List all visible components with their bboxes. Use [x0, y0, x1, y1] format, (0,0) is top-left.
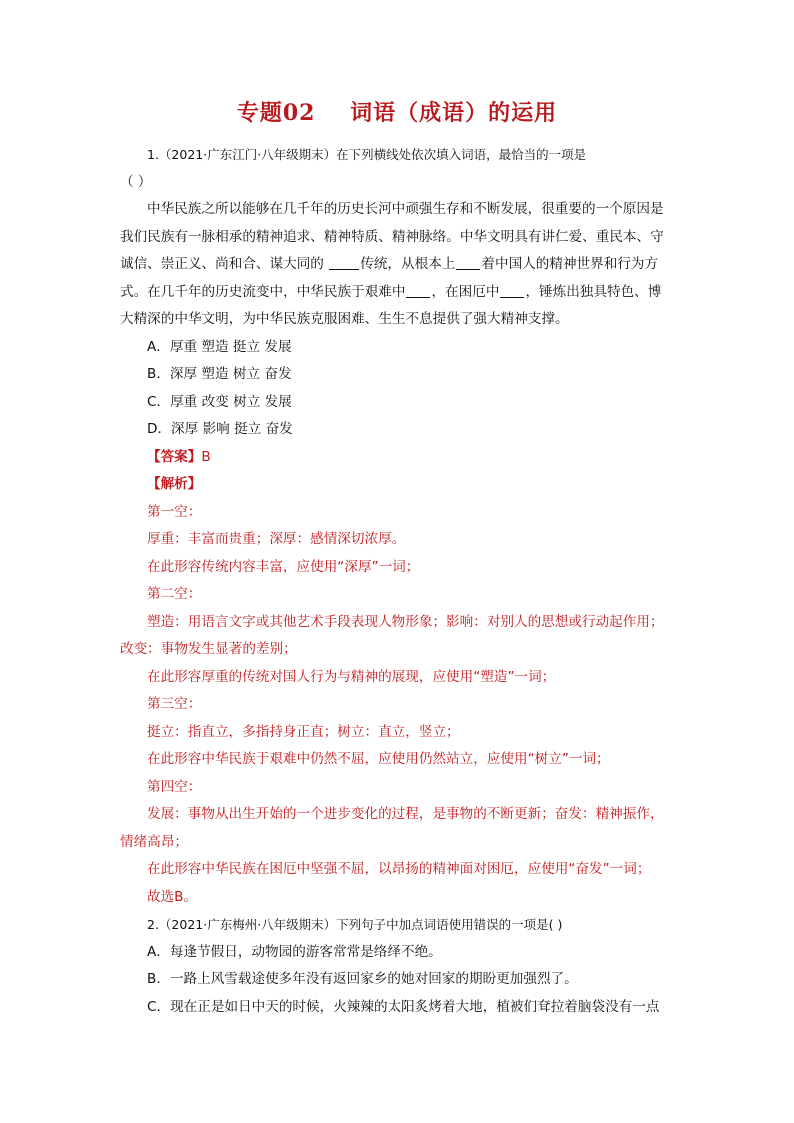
fill-blank-4 [500, 283, 524, 298]
analysis-line: 在此形容中华民族在困厄中坚强不屈，以昂扬的精神面对困厄，应使用“奋发”一词； [147, 861, 651, 877]
fill-blank-1 [329, 255, 359, 270]
passage-text: ，锤炼出独具特色、博 [525, 283, 662, 300]
passage-text: ，在困厄中 [431, 283, 500, 300]
question-1-stem: 1.（2021·广东江门·八年级期末）在下列横线处依次填入词语，最恰当的一项是 [147, 147, 587, 162]
option-c: C．厚重 改变 树立 发展 [147, 393, 292, 410]
passage-line: 大精深的中华文明，为中华民族克服困难、生生不息提供了强大精神支撑。 [120, 311, 569, 327]
analysis-line: 第二空： [147, 586, 202, 602]
answer-value: B [201, 448, 211, 465]
analysis-line: 发展：事物从出生开始的一个进步变化的过程，是事物的不断更新；奋发：精神振作， [147, 806, 664, 822]
analysis-line: 第三空： [147, 696, 202, 712]
analysis-line: 在此形容厚重的传统对国人行为与精神的展现，应使用“塑造”一词； [147, 668, 556, 685]
document-body [120, 141, 675, 1021]
passage-line: 我们民族有一脉相承的精神追求、精神特质、精神脉络。中华文明具有讲仁爱、重民本、守 [120, 228, 664, 245]
question-2-stem: 2.（2021·广东梅州·八年级期末）下列句子中加点词语使用错误的一项是( ) [147, 917, 563, 932]
analysis-line: 故选B。 [147, 888, 198, 905]
analysis-line: 在此形容传统内容丰富，应使用“深厚”一词； [147, 558, 420, 575]
analysis-line: 情绪高昂； [120, 833, 188, 850]
page-title: 专题02 词语（成语）的运用 [236, 100, 558, 126]
passage-text: 诚信、崇正义、尚和合、谋大同的 [120, 256, 329, 272]
analysis-line: 厚重：丰富而贵重；深厚：感情深切浓厚。 [147, 531, 406, 547]
analysis-line: 在此形容中华民族于艰难中仍然不屈，应使用仍然站立，应使用“树立”一词； [147, 751, 610, 767]
q2-option-b: B．一路上风雪载途使多年没有返回家乡的她对回家的期盼更加强烈了。 [147, 971, 578, 987]
question-1-bracket: （ ） [120, 173, 152, 190]
analysis-line: 塑造：用语言文字或其他艺术手段表现人物形象；影响：对别人的思想或行动起作用； [147, 613, 664, 630]
fill-blank-3 [406, 283, 430, 298]
analysis-line: 挺立：指直立，多指持身正直；树立：直立，竖立； [147, 723, 460, 740]
q2-option-c: C．现在正是如日中天的时候，火辣辣的太阳炙烤着大地，植被们耷拉着脑袋没有一点 [147, 998, 660, 1015]
option-a: A．厚重 塑造 挺立 发展 [147, 338, 292, 355]
analysis-line: 第一空： [147, 503, 202, 520]
passage-line [120, 279, 675, 307]
fill-blank-2 [456, 255, 480, 270]
passage-line [120, 251, 675, 279]
passage-line: 中华民族之所以能够在几千年的历史长河中顽强生存和不断发展，很重要的一个原因是 [147, 201, 664, 217]
answer-label: 【答案】 [147, 448, 202, 465]
passage-text: 式。在几千年的历史流变中，中华民族于艰难中 [120, 283, 406, 300]
option-d: D．深厚 影响 挺立 奋发 [147, 421, 293, 437]
passage-text: 传统，从根本上 [360, 256, 456, 272]
q2-option-a: A．每逢节假日，动物园的游客常常是络绎不绝。 [147, 943, 442, 960]
option-b: B．深厚 塑造 树立 奋发 [147, 366, 292, 382]
passage-text: 着中国人的精神世界和行为方 [481, 256, 659, 272]
analysis-label: 【解析】 [147, 476, 202, 492]
analysis-line: 第四空： [147, 778, 202, 795]
answer-line [120, 444, 675, 472]
analysis-line: 改变：事物发生显著的差别； [120, 641, 297, 657]
